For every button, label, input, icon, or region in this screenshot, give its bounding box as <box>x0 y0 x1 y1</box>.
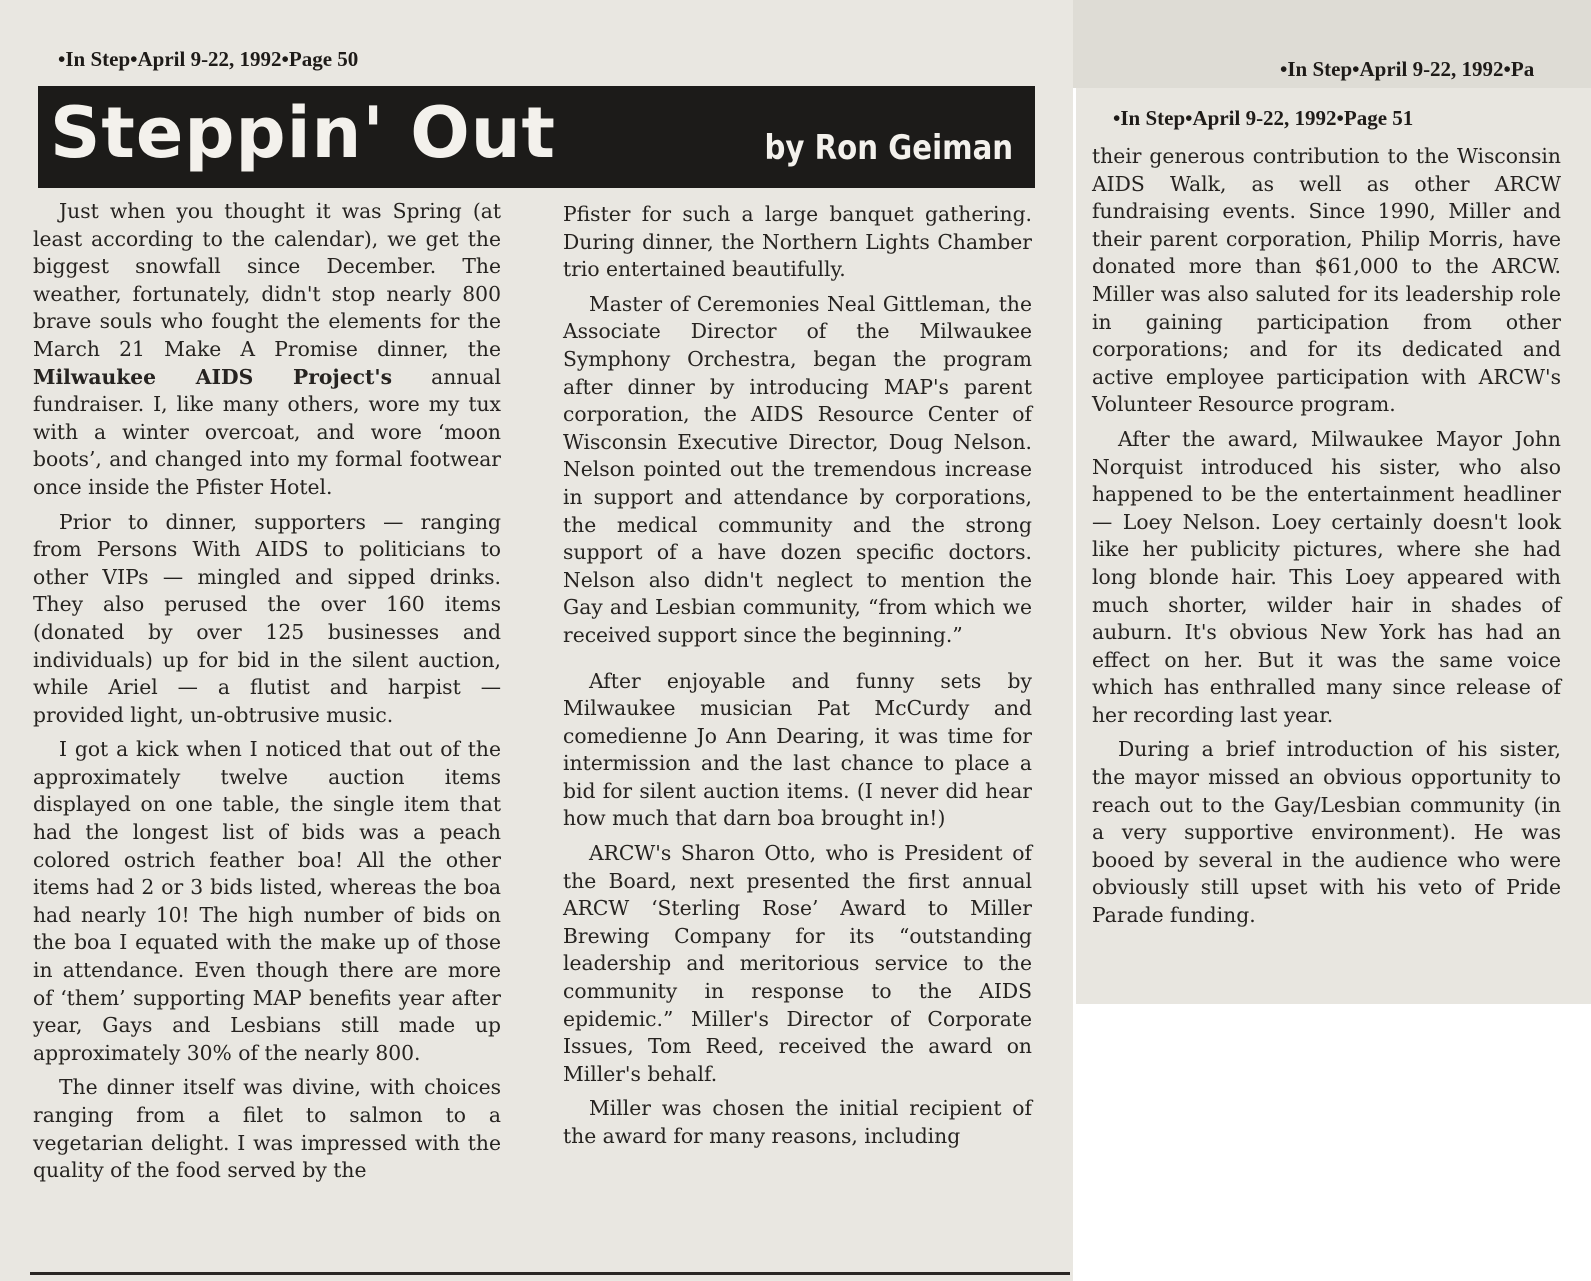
paragraph: I got a kick when I noticed that out of the approximately twelve auction items displayed on one table, the single item that had the longest list of bids was a peach colored ostrich feather boa! All the other items had 2 or 3 bids listed, whereas the boa had nearly 10! The high number of bids on the boa I equated with the make up of those in attendance. Even though there are more of ‘them’ supporting MAP benefits year after year, Gays and Lesbians still made up approximately 30% of the nearly 800. <box>33 737 501 1065</box>
column-title: Steppin' Out <box>50 92 556 174</box>
paragraph: After the award, Milwaukee Mayor John Norquist introduced his sister, who also happened to be the entertainment headliner — Loey Nelson. Loey certainly doesn't look like her publicity pictures, where she had long blonde hair. This Loey appeared with much shorter, wilder hair in shades of auburn. It's obvious New York has had an effect on her. But it was the same voice which has enthralled many since release of her recording last year. <box>1092 426 1561 727</box>
paragraph: During a brief introduction of his sister, the mayor missed an obvious opportunity to reach out to the Gay/Lesbian community (in a very supportive environment). He was booed by several in the audience who were obviously still upset with his veto of Pride Parade funding. <box>1092 737 1561 928</box>
paragraph: After enjoyable and funny sets by Milwaukee musician Pat McCurdy and comedienne Jo Ann Dearing, it was time for intermission and the last chance to place a bid for silent auction items. (I never did hear how much that darn boa brought in!) <box>563 668 1032 831</box>
paragraph: The dinner itself was divine, with choices ranging from a filet to salmon to a vegetarian delight. I was impressed with the quality of the food served by the <box>33 1075 501 1183</box>
bold-organization-name: Milwaukee AIDS Project's <box>33 364 393 389</box>
paragraph: Prior to dinner, supporters — ranging from Persons With AIDS to politicians to other VIPs — mingled and sipped drinks. They also perused the over 160 items (donated by over 125 businesses and individuals) up for bid in the silent auction, while Ariel — a flutist and harpist — provided light, un-obtrusive music. <box>33 509 501 727</box>
paragraph: their generous contribution to the Wisconsin AIDS Walk, as well as other ARCW fundraising events. Since 1990, Miller and their parent corporation, Philip Morris, have donated more than $61,000 to the ARCW. Miller was also saluted for its leadership role in gaining participation from other corporations; and for its dedicated and active employee participation with ARCW's Volunteer Resource program. <box>1092 144 1561 417</box>
paragraph: ARCW's Sharon Otto, who is President of the Board, next presented the first annual ARCW ‘Sterling Rose’ Award to Miller Brewing Company for its “outstanding leadership and meritorious service to the community in response to the AIDS epidemic.” Miller's Director of Corporate Issues, Tom Reed, received the award on Miller's behalf. <box>563 841 1032 1086</box>
folio-facing-truncated: •In Step•April 9-22, 1992•Pa <box>1280 57 1535 81</box>
paragraph: Master of Ceremonies Neal Gittleman, the Associate Director of the Milwaukee Symphony Orchestra, began the program after dinner by introducing MAP's parent corporation, the AIDS Resource Center of Wisconsin Executive Director, Doug Nelson. Nelson pointed out the tremendous increase in support and attendance by corporations, the medical community and the strong support of a have dozen specific doctors. Nelson also didn't neglect to mention the Gay and Lesbian community, “from which we received support since the beginning.” <box>563 291 1032 647</box>
column-banner <box>38 86 1035 188</box>
folio-page-51: •In Step•April 9-22, 1992•Page 51 <box>1113 106 1414 130</box>
folio-page-50: •In Step•April 9-22, 1992•Page 50 <box>58 47 359 71</box>
paragraph: Miller was chosen the initial recipient of the award for many reasons, including <box>563 1096 1032 1148</box>
bottom-rule <box>30 1272 1070 1275</box>
article-column-3 <box>1092 143 1561 937</box>
byline: by Ron Geiman <box>764 128 1013 168</box>
article-column-1 <box>33 198 501 1192</box>
paragraph: Pfister for such a large banquet gathering. During dinner, the Northern Lights Chamber trio entertained beautifully. <box>563 202 1032 282</box>
paragraph: Just when you thought it was Spring (at least according to the calendar), we get the biggest snowfall since December. The weather, fortunately, didn't stop nearly 800 brave souls who fought the elements for the March 21 Make A Promise dinner, the Milwaukee AIDS Project's annual fundraiser. I, like many others, wore my tux with a winter overcoat, and wore ‘moon boots’, and changed into my formal footwear once inside the Pfister Hotel. <box>33 199 501 499</box>
article-column-2 <box>563 201 1032 1158</box>
